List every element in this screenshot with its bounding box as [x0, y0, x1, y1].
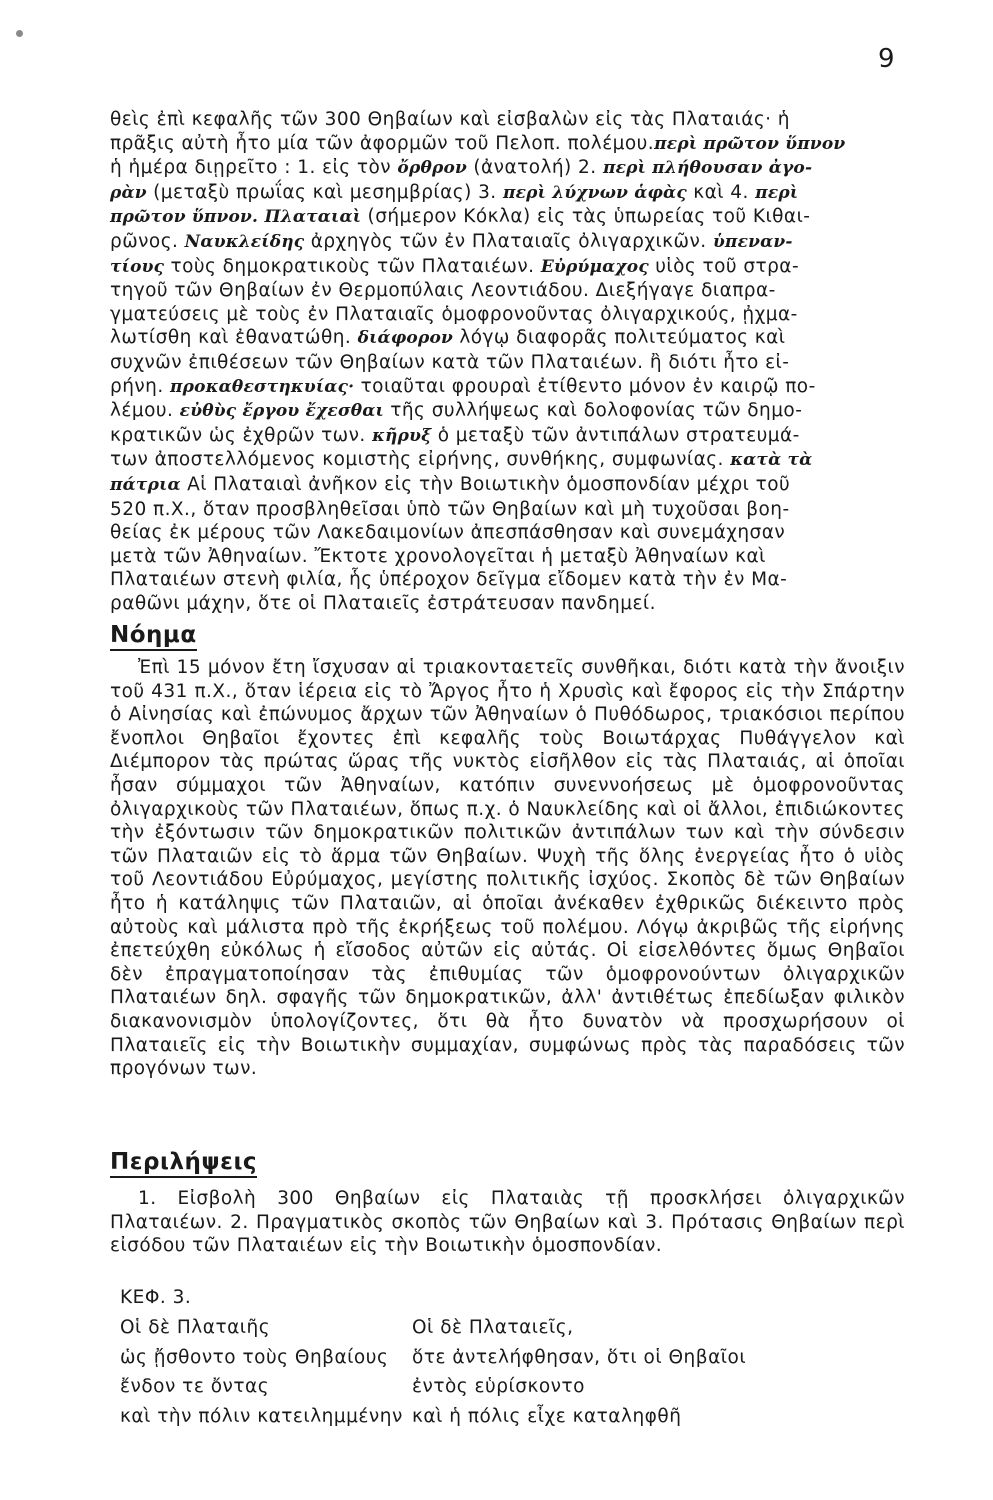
perilipseis-heading: Περιλήψεις [110, 1149, 257, 1178]
translated-text: καὶ ἡ πόλις εἶχε καταληφθῆ [412, 1405, 682, 1427]
commentary-line: θεὶς ἐπὶ κεφαλῆς τῶν 300 Θηβαίων καὶ εἰσβαλὼν εἰς τὰς Πλαταιάς· ἡ [110, 109, 790, 130]
original-text: Οἱ δὲ Πλαταιῆς [120, 1317, 271, 1339]
commentary-line: θείας ἐκ μέρους τῶν Λακεδαιμονίων ἀπεσπάσθησαν καὶ συνεμάχησαν [110, 522, 786, 544]
commentary-line: ρήνη. προκαθεστηκυίας· τοιαῦται φρουραὶ ἐτίθεντο μόνον ἐν καιρῷ πο- [110, 375, 816, 397]
commentary-line: ρὰν (μεταξὺ πρωΐας καὶ μεσημβρίας) 3. περὶ λύχνων ἁφὰς καὶ 4. περὶ [110, 181, 799, 203]
commentary-line: πρῶτον ὕπνον. Πλαταιαὶ (σήμερον Κόκλα) εἰς τὰς ὑπωρείας τοῦ Κιθαι- [110, 206, 811, 228]
commentary-line: ἡ ἡμέρα διῃρεῖτο : 1. εἰς τὸν ὄρθρον (ἀνατολή) 2. περὶ πλήθουσαν ἀγο- [110, 157, 813, 179]
original-text: καὶ τὴν πόλιν κατειλημμένην [120, 1405, 403, 1427]
commentary-line: τηγοῦ τῶν Θηβαίων ἐν Θερμοπύλαις Λεοντιάδου. Διεξήγαγε διαπρα- [110, 280, 776, 302]
commentary-line: ραθῶνι μάχην, ὅτε οἱ Πλαταιεῖς ἐστράτευσαν πανδημεί. [110, 592, 656, 614]
commentary-line: λωτίσθη καὶ ἐθανατώθη. διάφορον λόγῳ διαφορᾶς πολιτεύματος καὶ [110, 327, 786, 349]
page-number: 9 [878, 44, 895, 74]
commentary-line: Πλαταιέων στενὴ φιλία, ἧς ὑπέροχον δεῖγμα εἴδομεν κατὰ τὴν ἐν Μα- [110, 569, 788, 591]
commentary-line: των ἀποστελλόμενος κομιστὴς εἰρήνης, συνθήκης, συμφωνίας. κατὰ τὰ [110, 449, 813, 471]
translation-table [120, 1313, 840, 1431]
original-text: ἔνδον τε ὄντας [120, 1376, 270, 1398]
scan-dust-mark [16, 30, 23, 37]
translation-row [120, 1343, 840, 1373]
translated-text: Οἱ δὲ Πλαταιεῖς, [412, 1317, 574, 1339]
commentary-line: 520 π.Χ., ὅταν προσβληθεῖσαι ὑπὸ τῶν Θηβαίων καὶ μὴ τυχοῦσαι βοη- [110, 498, 790, 520]
commentary-line: τίους τοὺς δημοκρατικοὺς τῶν Πλαταιέων. Εὐρύμαχος υἱὸς τοῦ στρα- [110, 255, 800, 277]
commentary-line: πάτρια Αἱ Πλαταιαὶ ἀνῆκον εἰς τὴν Βοιωτικὴν ὁμοσπονδίαν μέχρι τοῦ [110, 473, 791, 495]
noima-text: Ἐπὶ 15 μόνον ἔτη ἴσχυσαν αἱ τριακονταετεῖς συνθῆκαι, διότι κατὰ τὴν ἄνοιξιν τοῦ 431 π.Χ., ὅταν ἱέρεια εἰς τὸ Ἄργος ἦτο ἡ Χρυσὶς καὶ ἔφορος εἰς τὴν Σπάρτην ὁ Αἰνησίας καὶ ἐπώνυμος ἄρχων τῶν Ἀθηναίων ὁ Πυθόδωρος, τριακόσιοι περίπου ἔνοπλοι Θηβαῖοι ἔχοντες ἐπὶ κεφαλῆς τοὺς Βοιωτάρχας Πυθάγγελον καὶ Διέμπορον τὰς πρώτας ὥρας τῆς νυκτὸς εἰσῆλθον εἰς τὰς Πλαταιάς, αἱ ὁποῖαι ἦσαν σύμμαχοι τῶν Ἀθηναίων, κατόπιν συνεννοήσεως μὲ ὁμοφρονοῦντας ὀλιγαρχικοὺς τῶν Πλαταιέων, ὅπως π.χ. ὁ Ναυκλείδης καὶ οἱ ἄλλοι, ἐπιδιώκοντες τὴν ἐξόντωσιν τῶν δημοκρατικῶν πολιτικῶν ἀντιπάλων των καὶ τὴν σύνδεσιν τῶν Πλαταιῶν εἰς τὸ ἅρμα τῶν Θηβαίων. Ψυχὴ τῆς ὅλης ἐνεργείας ἦτο ὁ υἱὸς τοῦ Λεοντιάδου Εὐρύμαχος, μεγίστης πολιτικῆς ἰσχύος. Σκοπὸς δὲ τῶν Θηβαίων ἦτο ἡ κατάληψις τῶν Πλαταιῶν, αἱ ὁποῖαι ἀνέκαθεν ἐχθρικῶς διέκειντο πρὸς αὐτοὺς καὶ μάλιστα πρὸ τῆς ἐκρήξεως τοῦ πολέμου. Λόγῳ ἀκριβῶς τῆς εἰρήνης ἐπετεύχθη εὐκόλως ἡ εἴσοδος αὐτῶν εἰς αὐτάς. Οἱ εἰσελθόντες ὅμως Θηβαῖοι δὲν ἐπραγματοποίησαν τὰς ἐπιθυμίας τῶν ὁμοφρονούντων ὀλιγαρχικῶν Πλαταιέων δηλ. σφαγῆς τῶν δημοκρατικῶν, ἀλλ' ἀντιθέτως ἐπεδίωξαν φιλικὸν διακανονισμὸν ὑπολογίζοντες, ὅτι θὰ ἦτο δυνατὸν νὰ προσχωρήσουν οἱ Πλαταιεῖς εἰς τὴν Βοιωτικὴν συμμαχίαν, συμφώνως πρὸς τὰς παραδόσεις τῶν προγόνων των. [110, 657, 905, 1080]
chapter-label: ΚΕΦ. 3. [120, 1287, 192, 1308]
commentary-line: μετὰ τῶν Ἀθηναίων. Ἔκτοτε χρονολογεῖται ἡ μεταξὺ Ἀθηναίων καὶ [110, 545, 766, 567]
commentary-line: γματεύσεις μὲ τοὺς ἐν Πλαταιαῖς ὁμοφρονοῦντας ὀλιγαρχικούς, ᾐχμα- [110, 303, 798, 325]
commentary-notes [110, 108, 905, 615]
translation-row [120, 1313, 840, 1343]
translated-text: ὅτε ἀντελήφθησαν, ὅτι οἱ Θηβαῖοι [412, 1346, 747, 1368]
noima-heading: Νόημα [110, 622, 197, 651]
translation-row [120, 1372, 840, 1402]
commentary-line: συχνῶν ἐπιθέσεων τῶν Θηβαίων κατὰ τῶν Πλαταιέων. ἢ διότι ἦτο εἰ- [110, 351, 790, 373]
original-text: ὡς ᾔσθοντο τοὺς Θηβαίους [120, 1346, 389, 1368]
translation-row [120, 1402, 840, 1432]
commentary-line: ρῶνος. Ναυκλείδης ἀρχηγὸς τῶν ἐν Πλαταιαῖς ὀλιγαρχικῶν. ὑπεναν- [110, 230, 793, 252]
perilipseis-text: 1. Εἰσβολὴ 300 Θηβαίων εἰς Πλαταιὰς τῇ προσκλήσει ὀλιγαρχικῶν Πλαταιέων. 2. Πραγματικὸς σκοπὸς τῶν Θηβαίων καὶ 3. Πρότασις Θηβαίων περὶ εἰσόδου τῶν Πλαταιέων εἰς τὴν Βοιωτικὴν ὁμοσπονδίαν. [110, 1188, 905, 1257]
translated-text: ἐντὸς εὑρίσκοντο [412, 1376, 585, 1398]
commentary-line: πρᾶξις αὐτὴ ἦτο μία τῶν ἀφορμῶν τοῦ Πελοπ. πολέμου.περὶ πρῶτον ὕπνον [110, 132, 846, 154]
commentary-line: κρατικῶν ὡς ἐχθρῶν των. κῆρυξ ὁ μεταξὺ τῶν ἀντιπάλων στρατευμά- [110, 424, 800, 446]
commentary-line: λέμου. εὐθὺς ἔργου ἔχεσθαι τῆς συλλήψεως καὶ δολοφονίας τῶν δημο- [110, 400, 803, 422]
